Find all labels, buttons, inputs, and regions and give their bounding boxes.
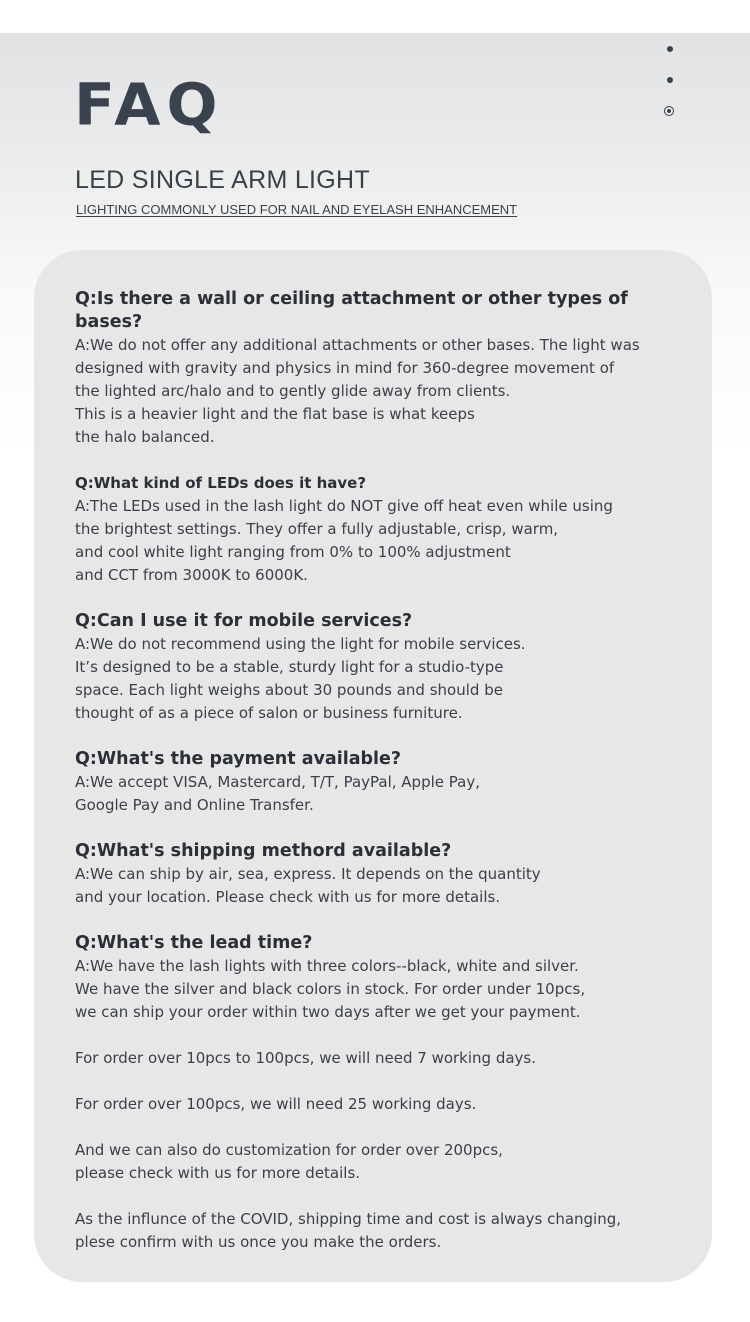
- faq-item: [75, 610, 695, 725]
- faq-heading: FAQ: [74, 71, 224, 140]
- answer-line: It’s designed to be a stable, sturdy light for a studio-type: [75, 658, 504, 676]
- faq-item: [75, 472, 695, 587]
- faq-question: Q:What's shipping methord available?: [75, 841, 452, 861]
- answer-line: and cool white light ranging from 0% to 100% adjustment: [75, 543, 511, 561]
- answer-line: A:We do not offer any additional attachments or other bases. The light was: [75, 336, 640, 354]
- answer-line: designed with gravity and physics in mind for 360-degree movement of: [75, 359, 615, 377]
- answer-line: thought of as a piece of salon or business furniture.: [75, 704, 463, 722]
- answer-line: we can ship your order within two days after we get your payment.: [75, 1003, 581, 1021]
- faq-answer: [75, 771, 695, 817]
- faq-question: Q:Is there a wall or ceiling attachment or other types of bases?: [75, 289, 628, 332]
- answer-line: the brightest settings. They offer a fully adjustable, crisp, warm,: [75, 520, 559, 538]
- answer-line: plese confirm with us once you make the orders.: [75, 1233, 442, 1251]
- answer-line: And we can also do customization for order over 200pcs,: [75, 1141, 503, 1159]
- faq-item: [75, 932, 695, 1254]
- faq-item: [75, 748, 695, 817]
- answer-line: A:We accept VISA, Mastercard, T/T, PayPal, Apple Pay,: [75, 773, 480, 791]
- indicator-dot-1[interactable]: [667, 46, 673, 52]
- faq-item: [75, 288, 695, 449]
- faq-answer: [75, 863, 695, 909]
- faq-question: Q:What kind of LEDs does it have?: [75, 474, 367, 492]
- answer-line: For order over 100pcs, we will need 25 working days.: [75, 1095, 477, 1113]
- faq-question: Q:Can I use it for mobile services?: [75, 611, 413, 631]
- answer-line: and CCT from 3000K to 6000K.: [75, 566, 308, 584]
- faq-answer: [75, 633, 695, 725]
- answer-line: the lighted arc/halo and to gently glide away from clients.: [75, 382, 511, 400]
- answer-line: and your location. Please check with us for more details.: [75, 888, 501, 906]
- faq-item: [75, 840, 695, 909]
- faq-question: Q:What's the lead time?: [75, 933, 313, 953]
- indicator-dot-active[interactable]: [664, 106, 674, 116]
- faq-answer: [75, 495, 695, 587]
- answer-line: As the influnce of the COVID, shipping time and cost is always changing,: [75, 1210, 622, 1228]
- faq-list: [75, 288, 695, 1254]
- product-name: LED SINGLE ARM LIGHT: [75, 166, 370, 194]
- indicator-dot-2[interactable]: [667, 77, 673, 83]
- answer-line: A:We do not recommend using the light for mobile services.: [75, 635, 526, 653]
- answer-line: Google Pay and Online Transfer.: [75, 796, 314, 814]
- answer-line: the halo balanced.: [75, 428, 215, 446]
- answer-line: We have the silver and black colors in stock. For order under 10pcs,: [75, 980, 586, 998]
- answer-line: please check with us for more details.: [75, 1164, 361, 1182]
- answer-line: A:We have the lash lights with three colors--black, white and silver.: [75, 957, 579, 975]
- faq-answer: [75, 334, 695, 449]
- faq-answer: [75, 955, 695, 1254]
- answer-line: A:We can ship by air, sea, express. It depends on the quantity: [75, 865, 541, 883]
- answer-line: A:The LEDs used in the lash light do NOT give off heat even while using: [75, 497, 613, 515]
- answer-line: For order over 10pcs to 100pcs, we will need 7 working days.: [75, 1049, 537, 1067]
- answer-line: space. Each light weighs about 30 pounds and should be: [75, 681, 503, 699]
- product-tagline: LIGHTING COMMONLY USED FOR NAIL AND EYELASH ENHANCEMENT: [76, 202, 518, 217]
- answer-line: This is a heavier light and the flat base is what keeps: [75, 405, 475, 423]
- faq-question: Q:What's the payment available?: [75, 749, 402, 769]
